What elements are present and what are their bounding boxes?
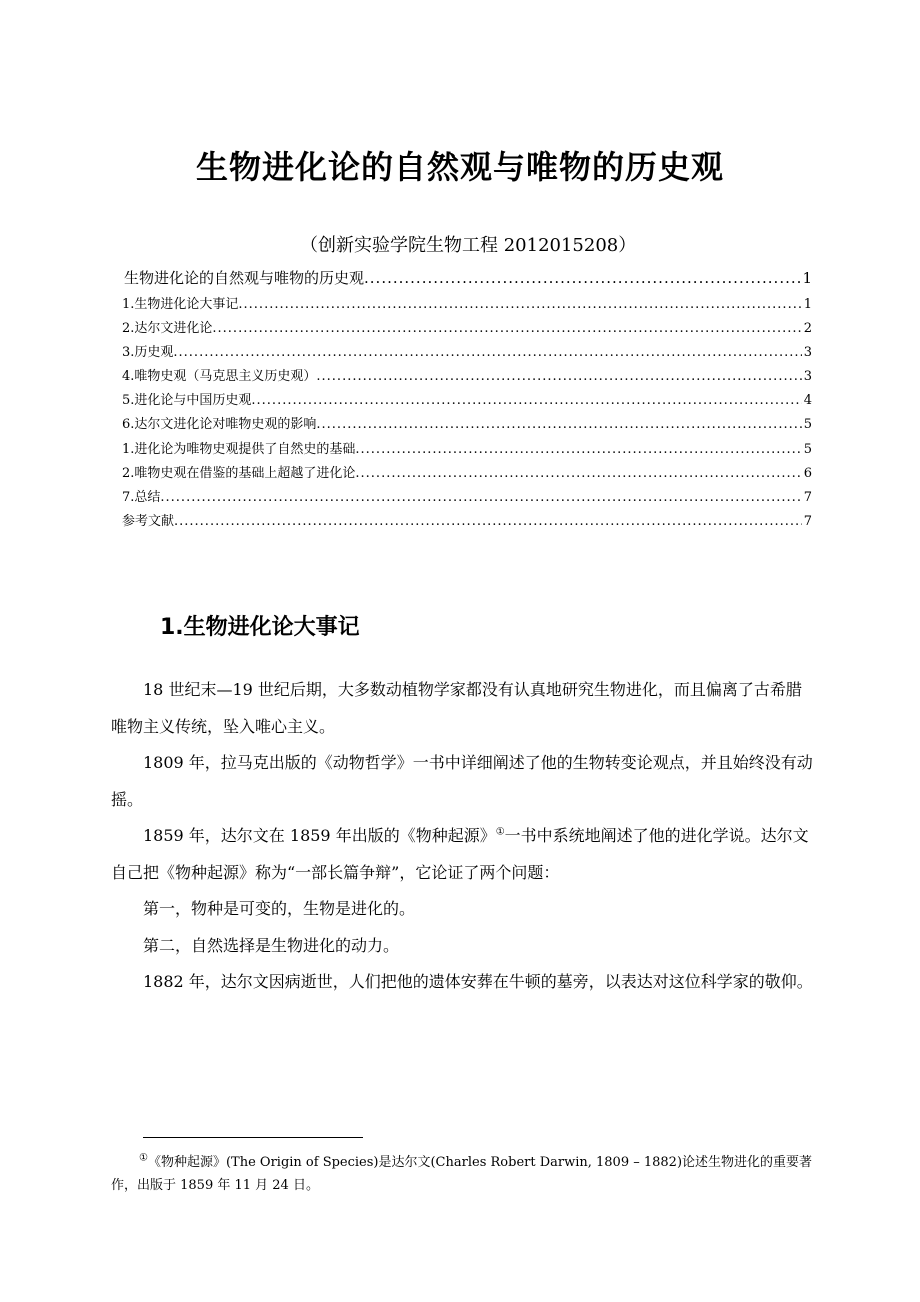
toc-page-number: 7 — [803, 513, 812, 529]
paragraph: 1809 年，拉马克出版的《动物哲学》一书中详细阐述了他的生物转变论观点，并且始终没有动摇。 — [111, 753, 813, 809]
toc-page-number: 6 — [803, 465, 812, 481]
toc-entry[interactable] — [122, 389, 812, 413]
toc-entry[interactable] — [122, 267, 812, 293]
toc-entry-label: 5.进化论与中国历史观 — [122, 393, 252, 409]
toc-page-number: 3 — [803, 345, 812, 361]
paragraph — [111, 818, 813, 891]
toc-page-number: 4 — [803, 393, 812, 409]
toc-entry[interactable] — [122, 317, 812, 341]
toc-leader — [251, 393, 801, 408]
toc-entry-label: 2.达尔文进化论 — [122, 321, 213, 337]
paragraph: 第一，物种是可变的，生物是进化的。 — [143, 899, 416, 918]
toc-entry-label: 2.唯物史观在借鉴的基础上超越了进化论 — [122, 465, 356, 481]
toc-leader — [212, 321, 801, 336]
toc-leader — [238, 297, 801, 312]
toc-page-number: 7 — [803, 489, 812, 505]
toc-entry[interactable] — [122, 510, 812, 534]
toc-page-number: 5 — [803, 441, 812, 457]
section-body — [111, 672, 813, 1001]
document-title: 生物进化论的自然观与唯物的历史观 — [195, 148, 724, 186]
toc-entry-label: 1.生物进化论大事记 — [122, 297, 239, 312]
toc-entry[interactable] — [122, 341, 812, 365]
paragraph-text: 1859 年，达尔文在 1859 年出版的《物种起源》 — [143, 826, 496, 845]
paragraph: 1882 年，达尔文因病逝世，人们把他的遗体安葬在牛顿的墓旁，以表达对这位科学家的敬仰。 — [143, 972, 813, 991]
paragraph: 第二，自然选择是生物进化的动力。 — [143, 935, 400, 955]
author-subtitle: （创新实验学院生物工程 2012015208） — [300, 235, 637, 256]
footnote-separator — [143, 1137, 363, 1138]
toc-leader — [316, 417, 801, 432]
toc-page-number: 1 — [803, 297, 812, 312]
table-of-contents — [122, 267, 812, 534]
toc-leader — [160, 490, 801, 505]
toc-entry[interactable] — [122, 413, 812, 437]
toc-entry[interactable] — [122, 462, 812, 486]
footnote-reference[interactable]: ① — [495, 826, 505, 838]
toc-entry-label: 4.唯物史观（马克思主义历史观） — [122, 369, 317, 385]
toc-leader — [173, 345, 801, 360]
toc-entry[interactable] — [122, 365, 812, 389]
toc-entry-label: 7.总结 — [122, 489, 161, 505]
toc-entry[interactable] — [122, 438, 812, 462]
footnote-text: 《物种起源》(The Origin of Species)是达尔文(Charles Robert Darwin, 1809 – 1882)论述生物进化的重要著作，出版于 1859 年 11 月 24 日。 — [111, 1155, 813, 1193]
footnote — [111, 1151, 821, 1197]
footnote-marker: ① — [139, 1152, 148, 1164]
toc-leader — [316, 369, 801, 384]
toc-entry[interactable] — [122, 293, 812, 317]
toc-entry-label: 3.历史观 — [122, 345, 174, 361]
toc-entry-label: 参考文献 — [122, 513, 175, 529]
toc-entry[interactable] — [122, 486, 812, 510]
section-heading: 1.生物进化论大事记 — [160, 615, 360, 640]
toc-leader — [355, 442, 801, 457]
toc-page-number: 2 — [803, 321, 812, 337]
paragraph: 18 世纪末—19 世纪后期，大多数动植物学家都没有认真地研究生物进化，而且偏离了古希腊唯物主义传统，坠入唯心主义。 — [111, 680, 802, 736]
toc-leader — [364, 269, 800, 287]
paragraph-text: 一书中系统地阐述了他的进化学说。达尔文自己把《物种起源》称为“一部长篇争辩”，它论证了两个问题： — [111, 826, 809, 882]
toc-leader — [355, 466, 801, 481]
toc-entry-label: 1.进化论为唯物史观提供了自然史的基础 — [122, 441, 356, 457]
toc-page-number: 3 — [803, 369, 812, 385]
toc-page-number: 5 — [803, 417, 812, 433]
toc-entry-label: 生物进化论的自然观与唯物的历史观 — [124, 269, 365, 287]
toc-entry-label: 6.达尔文进化论对唯物史观的影响 — [122, 417, 317, 433]
toc-leader — [174, 514, 802, 529]
toc-page-number: 1 — [802, 269, 812, 287]
